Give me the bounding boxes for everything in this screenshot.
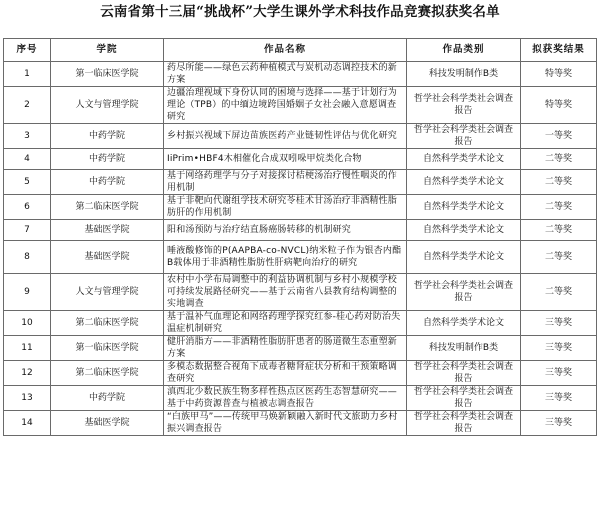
cell-college: 第一临床医学院 xyxy=(51,62,164,87)
cell-award: 二等奖 xyxy=(521,241,597,274)
cell-award: 三等奖 xyxy=(521,361,597,386)
cell-college: 第一临床医学院 xyxy=(51,336,164,361)
document-title: 云南省第十三届“挑战杯”大学生课外学术科技作品竞赛拟获奖名单 xyxy=(100,4,500,20)
cell-no: 1 xyxy=(4,62,51,87)
cell-award: 二等奖 xyxy=(521,149,597,170)
cell-work: 农村中小学布局调整中的利益协调机制与乡村小规模学校可持续发展路径研究——基于云南省八县教育结构调整的实地调查 xyxy=(164,274,407,311)
cell-no: 12 xyxy=(4,361,51,386)
cell-category: 哲学社会科学类社会调查报告 xyxy=(407,274,521,311)
cell-work: IiPrim•HBF4木相催化合成双吲哚甲烷类化合物 xyxy=(164,149,407,170)
cell-college: 第二临床医学院 xyxy=(51,361,164,386)
cell-category: 哲学社会科学类社会调查报告 xyxy=(407,386,521,411)
cell-college: 基础医学院 xyxy=(51,220,164,241)
cell-category: 科技发明制作B类 xyxy=(407,336,521,361)
cell-award: 三等奖 xyxy=(521,336,597,361)
table-row xyxy=(4,311,597,336)
cell-category: 哲学社会科学类社会调查报告 xyxy=(407,361,521,386)
table-row xyxy=(4,195,597,220)
cell-college: 中药学院 xyxy=(51,124,164,149)
cell-no: 10 xyxy=(4,311,51,336)
cell-category: 自然科学类学术论文 xyxy=(407,220,521,241)
cell-category: 自然科学类学术论文 xyxy=(407,149,521,170)
cell-college: 第二临床医学院 xyxy=(51,195,164,220)
cell-category: 自然科学类学术论文 xyxy=(407,195,521,220)
cell-work: 多模态数据整合视角下成毒者糖肾症状分析和干预策略调查研究 xyxy=(164,361,407,386)
cell-category: 哲学社会科学类社会调查报告 xyxy=(407,87,521,124)
cell-category: 自然科学类学术论文 xyxy=(407,241,521,274)
header-no: 序号 xyxy=(4,39,51,62)
cell-award: 三等奖 xyxy=(521,311,597,336)
table-row xyxy=(4,170,597,195)
cell-work: 阳和汤预防与治疗结直肠癌肠转移的机制研究 xyxy=(164,220,407,241)
cell-award: 二等奖 xyxy=(521,274,597,311)
cell-award: 三等奖 xyxy=(521,411,597,436)
cell-college: 基础医学院 xyxy=(51,241,164,274)
cell-college: 基础医学院 xyxy=(51,411,164,436)
cell-college: 第二临床医学院 xyxy=(51,311,164,336)
cell-category: 自然科学类学术论文 xyxy=(407,311,521,336)
cell-award: 一等奖 xyxy=(521,124,597,149)
table-row xyxy=(4,336,597,361)
table-header-row xyxy=(4,39,597,62)
header-college: 学院 xyxy=(51,39,164,62)
header-category: 作品类别 xyxy=(407,39,521,62)
cell-no: 3 xyxy=(4,124,51,149)
cell-no: 6 xyxy=(4,195,51,220)
header-award: 拟获奖结果 xyxy=(521,39,597,62)
cell-award: 特等奖 xyxy=(521,87,597,124)
cell-college: 中药学院 xyxy=(51,149,164,170)
table-row xyxy=(4,87,597,124)
cell-award: 二等奖 xyxy=(521,195,597,220)
table-row xyxy=(4,274,597,311)
cell-no: 4 xyxy=(4,149,51,170)
table-row xyxy=(4,241,597,274)
table-row xyxy=(4,124,597,149)
cell-no: 5 xyxy=(4,170,51,195)
cell-category: 科技发明制作B类 xyxy=(407,62,521,87)
cell-no: 13 xyxy=(4,386,51,411)
cell-college: 人文与管理学院 xyxy=(51,274,164,311)
cell-work: 唾液酸修饰的P(AAPBA-co-NVCL)纳米粒子作为银杏内酯B载体用于非酒精性脂肪性肝病靶向治疗的研究 xyxy=(164,241,407,274)
cell-no: 11 xyxy=(4,336,51,361)
cell-no: 8 xyxy=(4,241,51,274)
cell-work: “白族甲马”——传统甲马焕新颖融入新时代文旅助力乡村振兴调查报告 xyxy=(164,411,407,436)
cell-work: 健肝消脂方——非酒精性脂肪肝患者的肠道微生态重塑新方案 xyxy=(164,336,407,361)
table-row xyxy=(4,149,597,170)
cell-work: 边疆治理视域下身份认同的困境与选择——基于计划行为理论（TPB）的中缅边境跨国婚姻子女社会融入意愿调查研究 xyxy=(164,87,407,124)
cell-category: 自然科学类学术论文 xyxy=(407,170,521,195)
cell-award: 特等奖 xyxy=(521,62,597,87)
cell-work: 基于非靶向代谢组学技术研究苓桂术甘汤治疗非酒精性脂肪肝的作用机制 xyxy=(164,195,407,220)
cell-work: 基于温补气血理论和网络药理学探究红参-桂心药对防治失温症机制研究 xyxy=(164,311,407,336)
cell-award: 二等奖 xyxy=(521,220,597,241)
cell-category: 哲学社会科学类社会调查报告 xyxy=(407,411,521,436)
cell-category: 哲学社会科学类社会调查报告 xyxy=(407,124,521,149)
cell-work: 乡村振兴视域下屏边苗族医药产业链韧性评估与优化研究 xyxy=(164,124,407,149)
cell-work: 基于网络药理学与分子对接探讨桔梗汤治疗慢性咽炎的作用机制 xyxy=(164,170,407,195)
cell-college: 人文与管理学院 xyxy=(51,87,164,124)
table-row xyxy=(4,386,597,411)
table-row xyxy=(4,62,597,87)
header-work: 作品名称 xyxy=(164,39,407,62)
cell-college: 中药学院 xyxy=(51,170,164,195)
cell-award: 三等奖 xyxy=(521,386,597,411)
table-row xyxy=(4,411,597,436)
cell-work: 滇西北少数民族生物多样性热点区医药生态智慧研究——基于中药资源普查与植被志调查报告 xyxy=(164,386,407,411)
table-row xyxy=(4,220,597,241)
cell-no: 2 xyxy=(4,87,51,124)
award-table xyxy=(3,38,597,436)
cell-award: 二等奖 xyxy=(521,170,597,195)
cell-no: 9 xyxy=(4,274,51,311)
cell-work: 药尽所能——绿色云药种植模式与炭机动态调控技术的新方案 xyxy=(164,62,407,87)
cell-no: 7 xyxy=(4,220,51,241)
table-row xyxy=(4,361,597,386)
cell-college: 中药学院 xyxy=(51,386,164,411)
cell-no: 14 xyxy=(4,411,51,436)
